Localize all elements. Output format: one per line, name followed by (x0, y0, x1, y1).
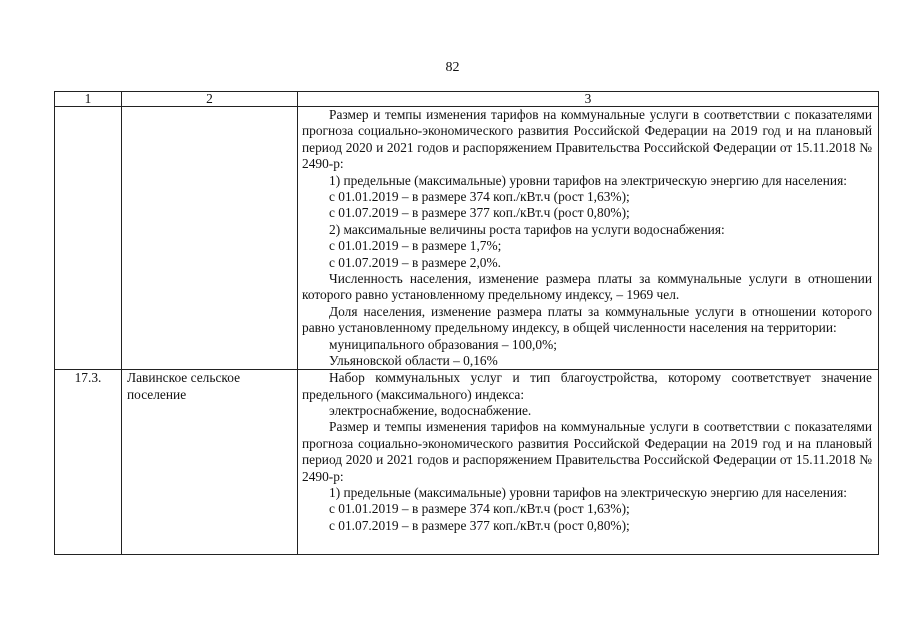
column-header-2: 2 (122, 92, 298, 107)
paragraph: электроснабжение, водоснабжение. (329, 402, 532, 418)
paragraph: 1) предельные (максимальные) уровни тарифов на электрическую энергию для населения: (329, 172, 847, 188)
paragraph: с 01.07.2019 – в размере 377 коп./кВт.ч (рост 0,80%); (329, 517, 630, 533)
paragraph: 2) максимальные величины роста тарифов на услуги водоснабжения: (329, 221, 725, 237)
table-row (55, 370, 879, 555)
paragraph: Размер и темпы изменения тарифов на коммунальные услуги в соответствии с показателями прогноза социально-экономического развития Российской Федерации на 2019 год и на плановый период 2020 и 2021 годов и распоряжением Правительства Российской Федерации от 15.11.2018 № 2490-р: (302, 419, 872, 484)
paragraph: с 01.01.2019 – в размере 374 коп./кВт.ч (рост 1,63%); (329, 501, 630, 517)
column-header-3: 3 (298, 92, 879, 107)
table-header-row (55, 92, 879, 107)
paragraph: Набор коммунальных услуг и тип благоустройства, которому соответствует значение предельного (максимального) индекса: (302, 370, 872, 402)
table-row (55, 107, 879, 370)
paragraph: с 01.07.2019 – в размере 377 коп./кВт.ч (рост 0,80%); (329, 205, 630, 221)
column-header-1: 1 (55, 92, 122, 107)
paragraph: с 01.07.2019 – в размере 2,0%. (329, 254, 501, 270)
paragraph: 1) предельные (максимальные) уровни тарифов на электрическую энергию для населения: (329, 484, 847, 500)
row-number-cell: 17.3. (55, 370, 122, 555)
description-cell (298, 107, 879, 370)
row-number-cell (55, 107, 122, 370)
paragraph: муниципального образования – 100,0%; (329, 336, 557, 352)
tariff-table (54, 91, 879, 555)
paragraph: Размер и темпы изменения тарифов на коммунальные услуги в соответствии с показателями прогноза социально-экономического развития Российской Федерации на 2019 год и на плановый период 2020 и 2021 годов и распоряжением Правительства Российской Федерации от 15.11.2018 № 2490-р: (302, 107, 872, 172)
paragraph: Численность населения, изменение размера платы за коммунальные услуги в отношении которого равно установленному предельному индексу, – 1969 чел. (302, 271, 872, 303)
paragraph: Доля населения, изменение размера платы за коммунальные услуги в отношении которого равно установленному предельному индексу, в общей численности населения на территории: (302, 303, 872, 336)
paragraph: с 01.01.2019 – в размере 374 коп./кВт.ч (рост 1,63%); (329, 189, 630, 205)
page-number: 82 (445, 60, 460, 75)
settlement-name-cell: Лавинское сельское поселение (122, 370, 298, 555)
settlement-name-cell (122, 107, 298, 370)
paragraph: с 01.01.2019 – в размере 1,7%; (329, 238, 502, 254)
paragraph: Ульяновской области – 0,16% (329, 353, 498, 369)
description-cell (298, 370, 879, 555)
